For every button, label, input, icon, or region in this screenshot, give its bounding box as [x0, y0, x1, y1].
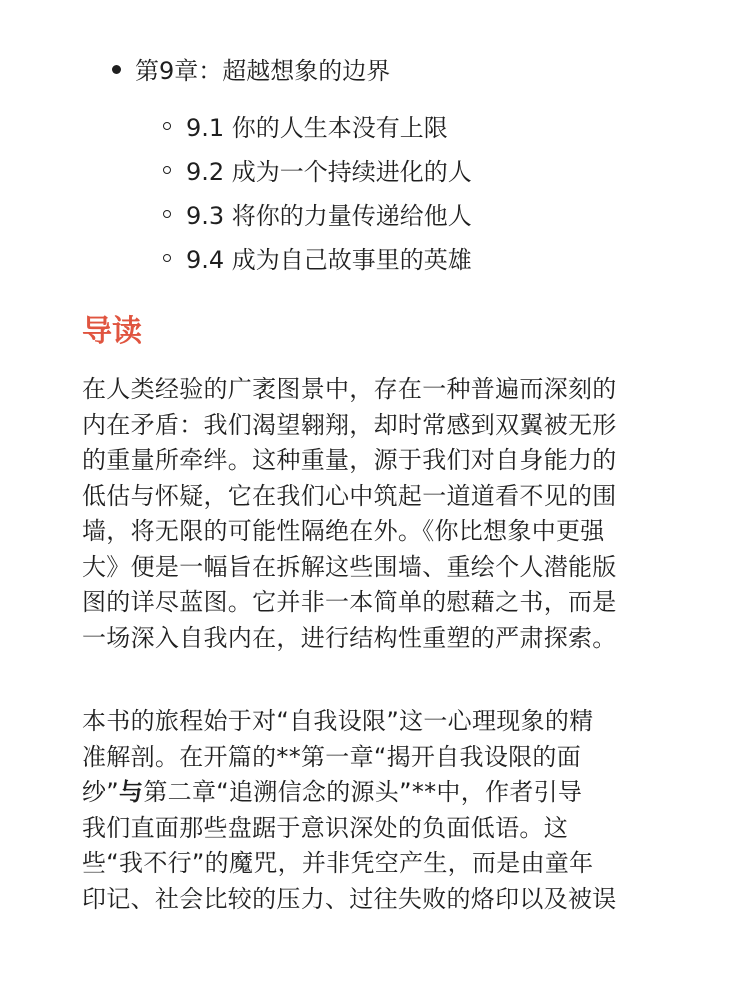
toc-section-item: [163, 240, 472, 284]
paragraph-line: 的重量所牵绊。这种重量，源于我们对自身能力的: [82, 446, 617, 474]
intro-paragraph-1: [82, 372, 682, 656]
bullet-disc-icon: [112, 65, 121, 74]
paragraph-line: 我们直面那些盘踞于意识深处的负面低语。这: [82, 813, 568, 842]
toc-section-list: [163, 108, 472, 284]
toc-section-item: [163, 108, 472, 152]
paragraph-line: 低估与怀疑，它在我们心中筑起一道道看不见的围: [82, 481, 617, 510]
bold-text: 与: [119, 778, 144, 806]
paragraph-line: 印记、社会比较的压力、过往失败的烙印以及被误: [82, 884, 617, 913]
paragraph-line: 内在矛盾：我们渴望翱翔，却时常感到双翼被无形: [82, 410, 617, 439]
bullet-circle-icon: [163, 166, 171, 174]
toc-section-item: [163, 196, 472, 240]
intro-paragraph-2: [82, 704, 682, 917]
paragraph-line: 一场深入自我内在，进行结构性重塑的严肃探索。: [82, 623, 617, 652]
section-label: 9.4 成为自己故事里的英雄: [186, 246, 472, 274]
paragraph-text: 第二章“追溯信念的源头”**中，作者引导: [143, 778, 583, 806]
section-label: 9.3 将你的力量传递给他人: [186, 202, 472, 230]
paragraph-text: 纱”: [82, 778, 120, 806]
paragraph-line: 图的详尽蓝图。它并非一本简单的慰藉之书，而是: [82, 588, 617, 616]
section-label: 9.1 你的人生本没有上限: [186, 114, 448, 142]
bullet-circle-icon: [163, 210, 171, 218]
section-label: 9.2 成为一个持续进化的人: [186, 158, 472, 186]
bullet-circle-icon: [163, 254, 171, 262]
paragraph-line: 大》便是一幅旨在拆解这些围墙、重绘个人潜能版: [82, 552, 617, 581]
toc-chapter-item: [112, 52, 390, 90]
toc-section-item: [163, 152, 472, 196]
chapter-label: 第9章：超越想象的边界: [135, 57, 391, 85]
intro-heading: 导读: [82, 314, 142, 349]
paragraph-line: 本书的旅程始于对“自我设限”这一心理现象的精: [82, 707, 594, 735]
paragraph-line: 准解剖。在开篇的**第一章“揭开自我设限的面: [82, 742, 582, 771]
paragraph-line: 墙，将无限的可能性隔绝在外。《你比想象中更强: [82, 517, 605, 545]
paragraph-line: 些“我不行”的魔咒，并非凭空产生，而是由童年: [82, 849, 594, 877]
paragraph-line: [82, 775, 682, 811]
bullet-circle-icon: [163, 122, 171, 130]
paragraph-line: 在人类经验的广袤图景中，存在一种普遍而深刻的: [82, 375, 617, 403]
